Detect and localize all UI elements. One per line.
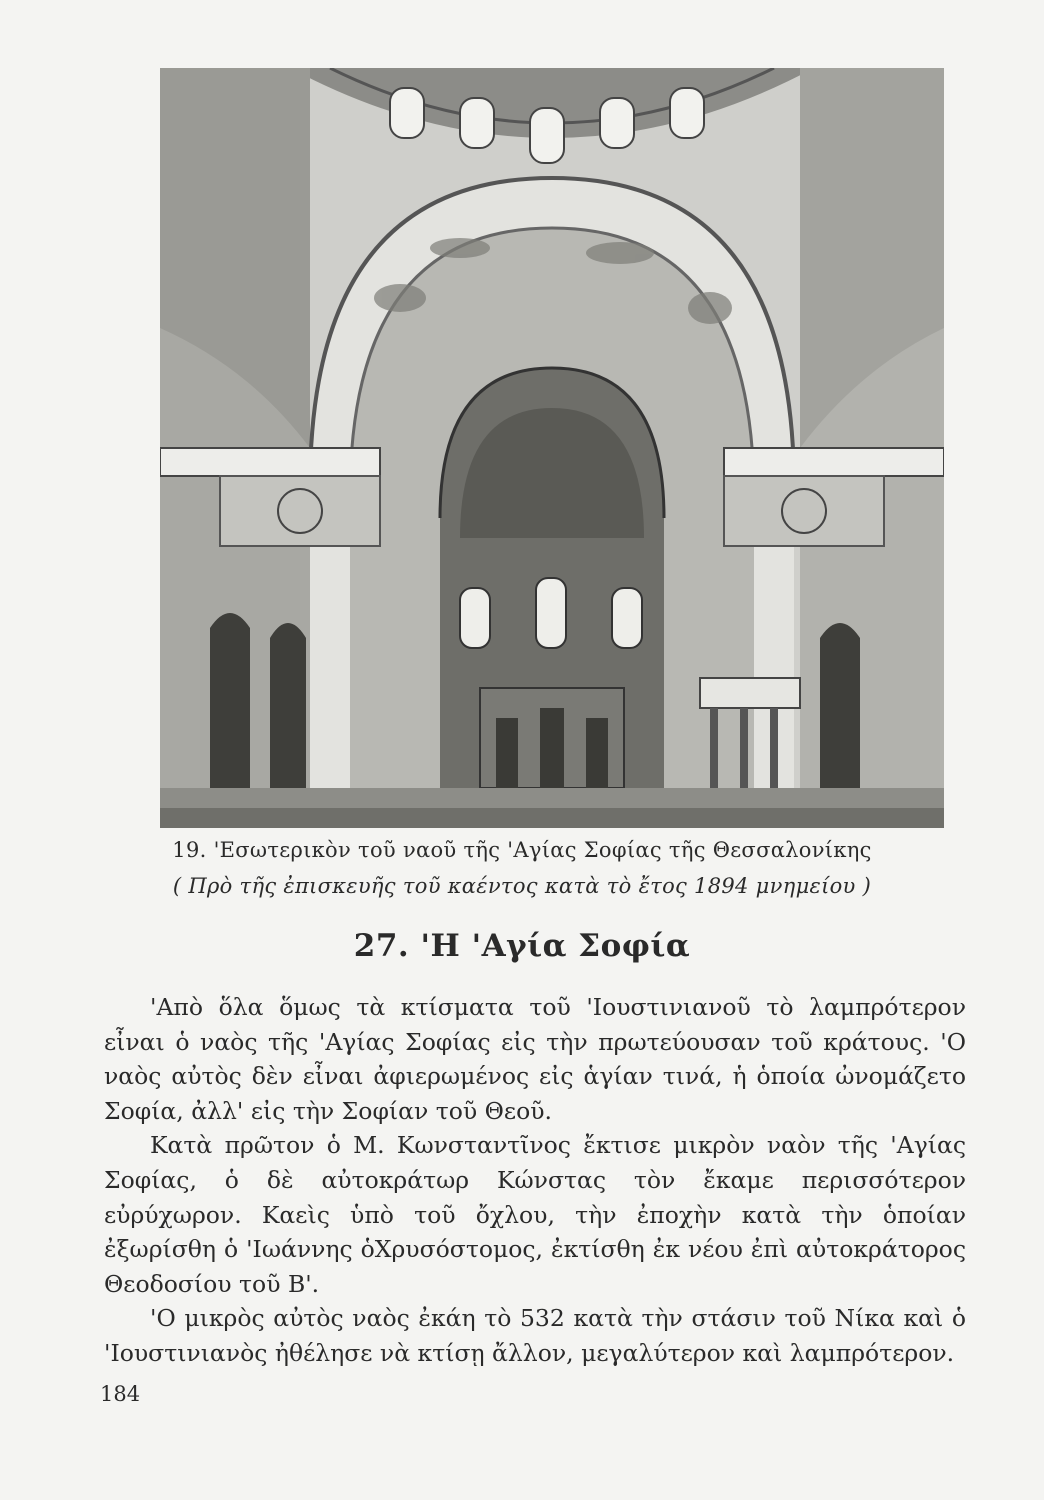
figure-title: 'Εσωτερικὸν τοῦ ναοῦ τῆς 'Αγίας Σοφίας τῆς Θεσσαλονίκης	[213, 838, 872, 862]
figure-caption-title	[0, 838, 1044, 862]
figure-number: 19.	[172, 838, 207, 862]
body-text	[104, 990, 966, 1371]
paragraph: Κατὰ πρῶτον ὁ Μ. Κωνσταντῖνος ἔκτισε μικρὸν ναὸν τῆς 'Αγίας Σοφίας, ὁ δὲ αὐτοκράτωρ Κώνστας τὸν ἔκαμε περισσότερον εὐρύχωρον. Καεὶς ὑπὸ τοῦ ὄχλου, τὴν ἐποχὴν κατὰ τὴν ὁποίαν ἐξωρίσθη ὁ 'Ιωάννης ὁΧρυσόστομος, ἐκτίσθη ἐκ νέου ἐπὶ αὐτοκράτορος Θεοδοσίου τοῦ Β'.	[104, 1131, 966, 1298]
section-title: 'Η 'Αγία Σοφία	[420, 928, 691, 964]
figure-caption-note: ( Πρὸ τῆς ἐπισκευῆς τοῦ καέντος κατὰ τὸ ἔτος 1894 μνημείου )	[172, 874, 872, 898]
section-number: 27.	[353, 928, 410, 964]
paragraph: 'Ο μικρὸς αὐτὸς ναὸς ἐκάη τὸ 532 κατὰ τὴν στάσιν τοῦ Νίκα καὶ ὁ 'Ιουστινιανὸς ἠθέλησε νὰ κτίσῃ ἄλλον, μεγαλύτερον καὶ λαμπρότερον.	[104, 1304, 966, 1367]
section-heading	[0, 928, 1044, 964]
page-number: 184	[100, 1382, 141, 1406]
paragraph: 'Απὸ ὅλα ὅμως τὰ κτίσματα τοῦ 'Ιουστινιανοῦ τὸ λαμπρότερον εἶναι ὁ ναὸς τῆς 'Αγίας Σοφίας εἰς τὴν πρωτεύουσαν τοῦ κράτους. 'Ο ναὸς αὐτὸς δὲν εἶναι ἀφιερωμένος εἰς ἁγίαν τινά, ἡ ὁποία ὠνομάζετο Σοφία, ἀλλ' εἰς τὴν Σοφίαν τοῦ Θεοῦ.	[104, 993, 966, 1125]
church-interior-photo	[160, 68, 944, 828]
